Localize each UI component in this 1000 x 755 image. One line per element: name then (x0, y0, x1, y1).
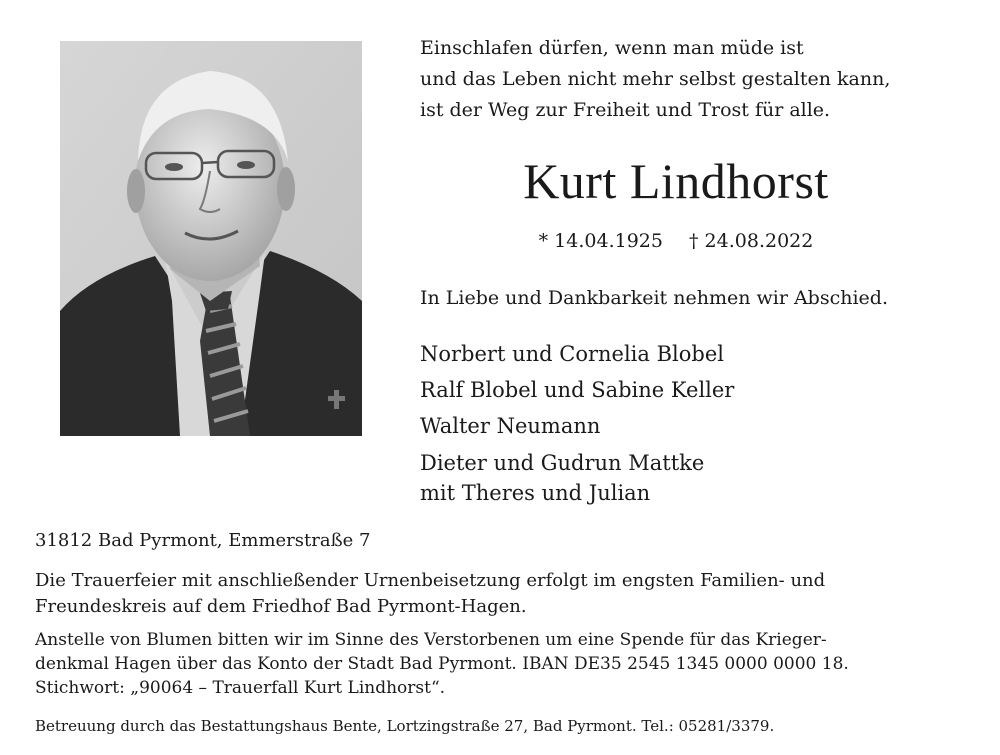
donation-line: denkmal Hagen über das Konto der Stadt Bad Pyrmont. IBAN DE35 2545 1345 0000 0000 18. (35, 654, 849, 674)
mourner-entry: Norbert und Cornelia Blobel (420, 342, 724, 366)
mourner-entry: Ralf Blobel und Sabine Keller (420, 378, 735, 402)
portrait-photo (60, 41, 362, 436)
poem (420, 33, 980, 126)
farewell-text: In Liebe und Dankbarkeit nehmen wir Abschied. (420, 287, 888, 309)
poem-line: Einschlafen dürfen, wenn man müde ist (420, 37, 804, 59)
donation-request (35, 628, 975, 700)
donation-line: Stichwort: „90064 – Trauerfall Kurt Lindhorst“. (35, 678, 446, 698)
mourner-entry: Dieter und Gudrun Mattke (420, 451, 705, 475)
donation-line: Anstelle von Blumen bitten wir im Sinne des Verstorbenen um eine Spende für das Krieger- (35, 630, 827, 650)
mourner-entry: Walter Neumann (420, 414, 601, 438)
mourner-entry: mit Theres und Julian (420, 481, 651, 505)
poem-line: und das Leben nicht mehr selbst gestalten kann, (420, 68, 891, 90)
funeral-home-info: Betreuung durch das Bestattungshaus Bente, Lortzingstraße 27, Bad Pyrmont. Tel.: 05281/3379. (35, 717, 775, 735)
ceremony-line: Freundeskreis auf dem Friedhof Bad Pyrmont-Hagen. (35, 596, 527, 617)
birth-date: * 14.04.1925 (538, 230, 663, 252)
ceremony-info (35, 568, 955, 620)
deceased-name: Kurt Lindhorst (523, 153, 829, 209)
family-address: 31812 Bad Pyrmont, Emmerstraße 7 (35, 530, 371, 551)
poem-line: ist der Weg zur Freiheit und Trost für alle. (420, 99, 831, 121)
death-date: † 24.08.2022 (689, 230, 814, 252)
ceremony-line: Die Trauerfeier mit anschließender Urnenbeisetzung erfolgt im engsten Familien- und (35, 570, 826, 591)
life-dates (441, 228, 911, 254)
mourners-list (420, 336, 734, 508)
